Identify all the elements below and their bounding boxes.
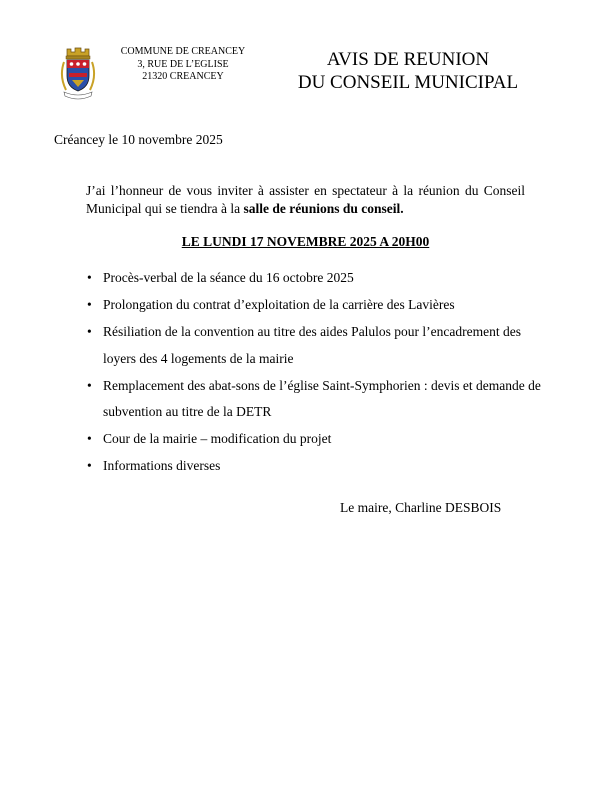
intro-text: J’ai l’honneur de vous inviter à assister en spectateur à la réunion du Conseil Municipal qui se tiendra à la [86, 183, 525, 216]
date-line: Créancey le 10 novembre 2025 [54, 132, 223, 147]
agenda-item: • Procès-verbal de la séance du 16 octobre 2025 [86, 265, 556, 292]
intro-paragraph [86, 182, 525, 218]
meeting-date: LE LUNDI 17 NOVEMBRE 2025 A 20H00 [181, 234, 430, 249]
page-title [262, 48, 554, 94]
agenda-item: • Résiliation de la convention au titre des aides Palulos pour l’encadrement des loyers des 4 logements de la mairie [86, 319, 556, 372]
title-line-1: AVIS DE REUNION [326, 49, 490, 70]
agenda-item: • Informations diverses [86, 453, 556, 480]
intro-location: salle de réunions du conseil. [243, 201, 404, 216]
commune-address [108, 46, 258, 84]
commune-postcode: 21320 CREANCEY [142, 71, 224, 82]
coat-of-arms-icon [58, 44, 98, 102]
commune-street: 3, RUE DE L’EGLISE [137, 58, 229, 70]
signature: Le maire, Charline DESBOIS [340, 500, 502, 515]
agenda-item: • Cour de la mairie – modification du projet [86, 426, 556, 453]
agenda-item: • Remplacement des abat-sons de l’église Saint-Symphorien : devis et demande de subvention au titre de la DETR [86, 373, 556, 426]
title-line-2: DU CONSEIL MUNICIPAL [297, 72, 519, 93]
commune-name: COMMUNE DE CREANCEY [120, 46, 246, 57]
agenda-list [86, 265, 556, 480]
agenda-item: • Prolongation du contrat d’exploitation de la carrière des Lavières [86, 292, 556, 319]
